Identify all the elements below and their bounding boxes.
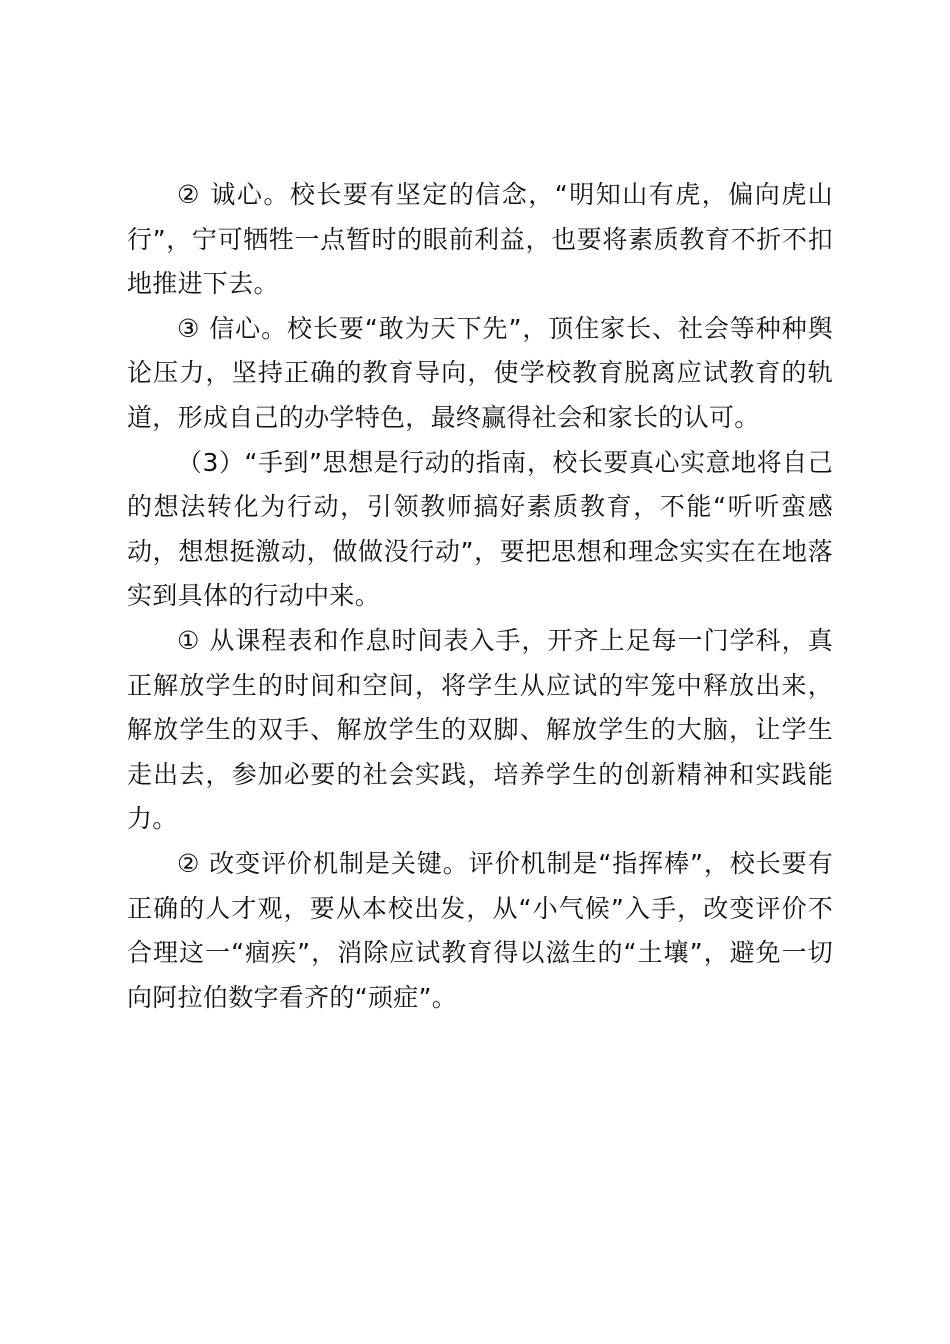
paragraph-sincerity: ② 诚心。校长要有坚定的信念，“明知山有虎，偏向虎山行”，宁可牺牲一点暂时的眼前利益，也要将素质教育不折不扣地推进下去。 — [127, 180, 833, 299]
paragraph-curriculum: ① 从课程表和作息时间表入手，开齐上足每一门学科，真正解放学生的时间和空间，将学生从应试的牢笼中释放出来，解放学生的双手、解放学生的双脚、解放学生的大脑，让学生走出去，参加必要的社会实践，培养学生的创新精神和实践能力。 — [127, 625, 833, 834]
paragraph-hands-on: （3）“手到”思想是行动的指南，校长要真心实意地将自己的想法转化为行动，引领教师搞好素质教育，不能“听听蛮感动，想想挺激动，做做没行动”，要把思想和理念实实在在地落实到具体的行动中来。 — [127, 447, 833, 611]
paragraph-evaluation: ② 改变评价机制是关键。评价机制是“指挥棒”，校长要有正确的人才观，要从本校出发，从“小气候”入手，改变评价不合理这一“痼疾”，消除应试教育得以滋生的“土壤”，避免一切向阿拉伯数字看齐的“顽症”。 — [127, 848, 833, 1012]
paragraph-confidence: ③ 信心。校长要“敢为天下先”，顶住家长、社会等种种舆论压力，坚持正确的教育导向，使学校教育脱离应试教育的轨道，形成自己的办学特色，最终赢得社会和家长的认可。 — [127, 313, 833, 432]
document-body — [127, 173, 833, 1020]
